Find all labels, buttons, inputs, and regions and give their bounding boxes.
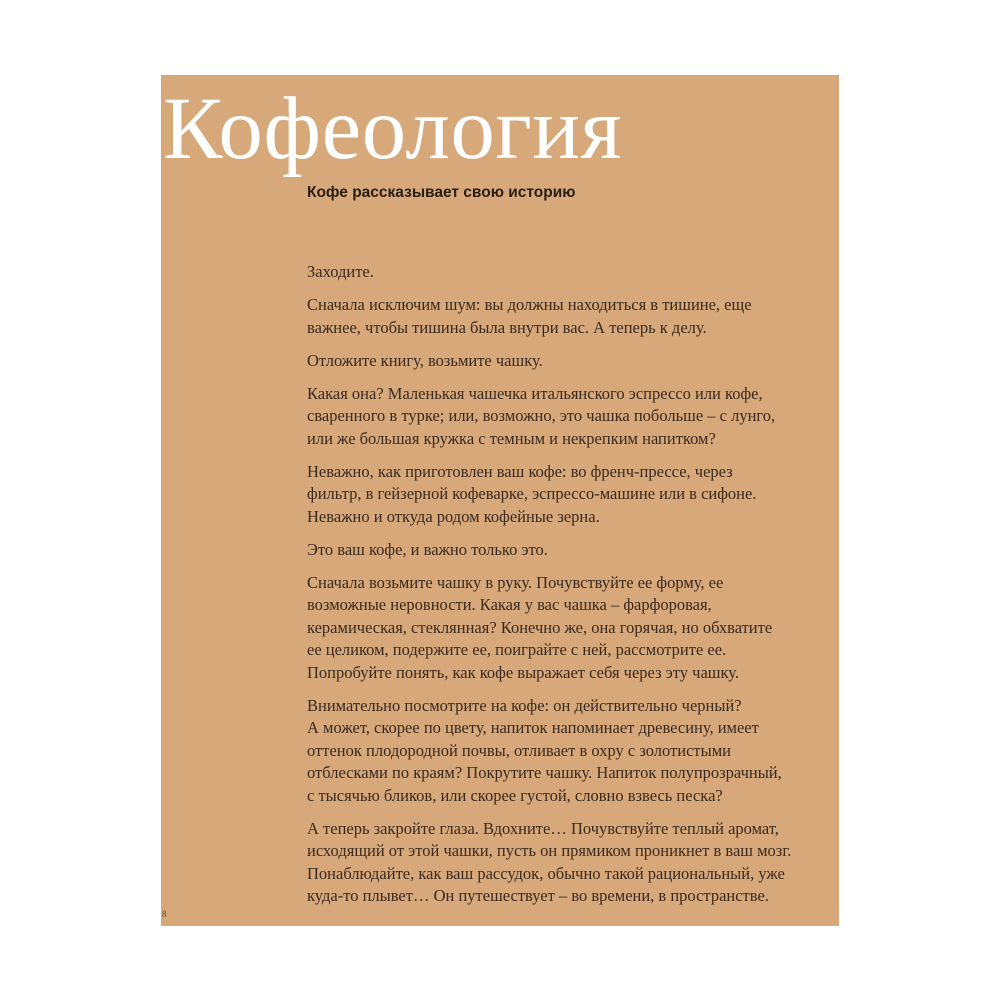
text-line: возможные неровности. Какая у вас чашка – фарфоровая, [307,595,712,614]
text-line: А может, скорее по цвету, напиток напоминает древесину, имеет [307,718,759,737]
text-line: Отложите книгу, возьмите чашку. [307,350,543,370]
paragraph [307,261,839,284]
paragraph [307,818,839,908]
page-number: 8 [162,909,167,919]
text-line: исходящий от этой чашки, пусть он прямиком проникнет в ваш мозг. [307,841,792,860]
text-line: куда-то плывет… Он путешествует – во времени, в пространстве. [307,886,769,905]
text-line: Сначала исключим шум: вы должны находиться в тишине, еще [307,295,752,314]
text-line: сваренного в турке; или, возможно, это чашка побольше – с лунго, [307,406,776,425]
text-line: с тысячью бликов, или скорее густой, словно взвесь песка? [307,785,723,805]
text-line: Какая она? Маленькая чашечка итальянского эспрессо или кофе, [307,383,763,403]
text-line: Неважно и откуда родом кофейные зерна. [307,506,600,526]
book-page [161,75,839,926]
text-line: фильтр, в гейзерной кофеварке, эспрессо-машине или в сифоне. [307,484,757,503]
text-line: Внимательно посмотрите на кофе: он действительно черный? [307,695,742,715]
text-line: оттенок плодородной почвы, отливает в охру с золотистыми [307,740,731,760]
text-line: или же большая кружка с темным и некрепким напитком? [307,428,716,448]
text-line: Попробуйте понять, как кофе выражает себя через эту чашку. [307,662,739,682]
text-line: Неважно, как приготовлен ваш кофе: во френч-прессе, через [307,461,733,481]
paragraph [307,461,839,529]
text-line: А теперь закройте глаза. Вдохните… Почувствуйте теплый аромат, [307,818,779,838]
text-line: керамическая, стеклянная? Конечно же, она горячая, но обхватите [307,617,773,637]
body-text [307,261,839,918]
text-line: Заходите. [307,262,374,281]
text-line: Понаблюдайте, как ваш рассудок, обычно такой рациональный, уже [307,863,785,883]
paragraph [307,572,839,685]
paragraph [307,350,839,373]
paragraph [307,294,839,339]
text-line: отблесками по краям? Покрутите чашку. Напиток полупрозрачный, [307,763,782,782]
chapter-subtitle: Кофе рассказывает свою историю [307,184,576,201]
chapter-title: Кофеология [163,80,622,178]
text-line: важнее, чтобы тишина была внутри вас. А теперь к делу. [307,317,707,337]
text-line: Это ваш кофе, и важно только это. [307,539,548,559]
paragraph [307,695,839,808]
paragraph [307,539,839,562]
text-line: ее целиком, подержите ее, поиграйте с ней, рассмотрите ее. [307,640,727,659]
text-line: Сначала возьмите чашку в руку. Почувствуйте ее форму, ее [307,572,724,592]
paragraph [307,383,839,451]
